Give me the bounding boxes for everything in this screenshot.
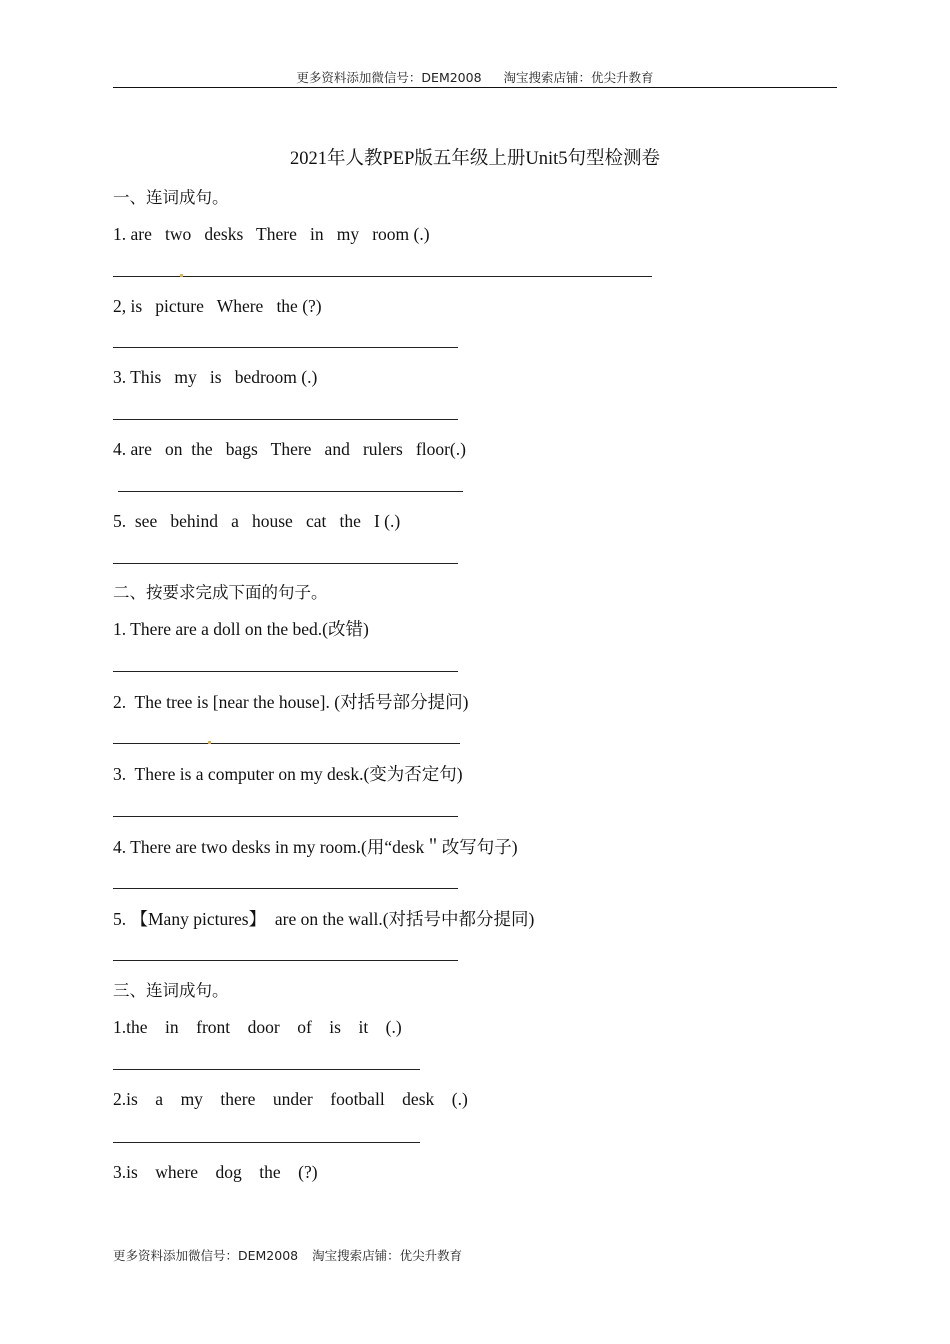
question-1-3: 3. This my is bedroom (.) — [113, 367, 318, 387]
question-1-1: 1. are two desks There in my room (.) — [113, 224, 430, 244]
section-3-heading: 三、连词成句。 — [113, 981, 229, 1000]
question-1-5: 5. see behind a house cat the I (.) — [113, 511, 401, 531]
answer-line-2-5[interactable] — [113, 960, 458, 961]
question-2-1: 1. There are a doll on the bed.(改错) — [113, 619, 369, 639]
section-2-heading: 二、按要求完成下面的句子。 — [113, 583, 328, 602]
question-1-2: 2, is picture Where the (?) — [113, 296, 322, 316]
question-2-3: 3. There is a computer on my desk.(变为否定句) — [113, 764, 463, 784]
answer-line-1-2[interactable] — [113, 347, 458, 348]
answer-line-1-3[interactable] — [113, 419, 458, 420]
answer-line-2-2[interactable] — [113, 743, 460, 744]
header-rule — [113, 87, 837, 88]
answer-line-2-1[interactable] — [113, 671, 458, 672]
header-shop: 淘宝搜索店铺：优尖升教育 — [503, 70, 654, 85]
question-1-4: 4. are on the bags There and rulers floor(.) — [113, 439, 466, 459]
page-footer — [113, 1246, 462, 1264]
answer-line-1-1[interactable] — [113, 276, 652, 277]
page-header — [0, 68, 950, 86]
question-2-4: 4. There are two desks in my room.(用“desk＂改写句子) — [113, 837, 518, 857]
question-3-3: 3.is where dog the (?) — [113, 1162, 318, 1182]
question-2-2: 2. The tree is [near the house]. (对括号部分提问) — [113, 692, 469, 712]
footer-shop: 淘宝搜索店铺：优尖升教育 — [312, 1248, 463, 1263]
section-1-heading: 一、连词成句。 — [113, 188, 229, 207]
worksheet-title: 2021年人教PEP版五年级上册Unit5句型检测卷 — [289, 149, 661, 169]
answer-line-2-4[interactable] — [113, 888, 458, 889]
answer-line-3-2[interactable] — [113, 1142, 420, 1143]
question-3-2: 2.is a my there under football desk (.) — [113, 1089, 468, 1109]
question-2-5: 5. 【Many pictures】 are on the wall.(对括号中都分提同) — [113, 909, 535, 929]
header-wechat: 更多资料添加微信号：DEM2008 — [296, 70, 482, 85]
answer-line-1-4[interactable] — [118, 491, 463, 492]
question-3-1: 1.the in front door of is it (.) — [113, 1017, 402, 1037]
answer-line-3-1[interactable] — [113, 1069, 420, 1070]
footer-wechat: 更多资料添加微信号：DEM2008 — [113, 1248, 299, 1263]
answer-line-1-5[interactable] — [113, 563, 458, 564]
answer-line-2-3[interactable] — [113, 816, 458, 817]
